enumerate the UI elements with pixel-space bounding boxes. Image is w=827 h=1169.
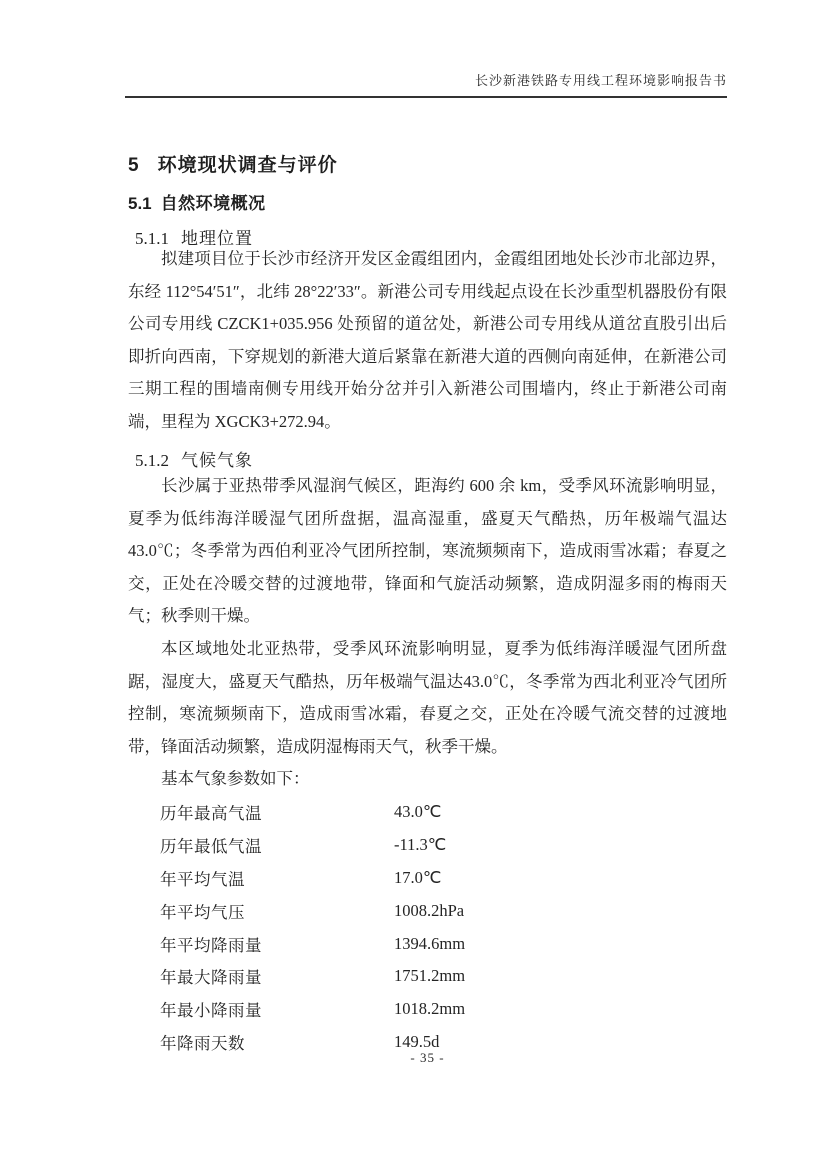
param-label: 年最大降雨量 (160, 968, 262, 988)
param-row (160, 796, 720, 829)
param-row (160, 960, 720, 993)
param-row (160, 894, 720, 927)
param-value: 1751.2mm (394, 966, 466, 986)
weather-params-list (160, 796, 720, 1058)
paragraph-climate-2: 本区域地处北亚热带，受季风环流影响明显，夏季为低纬海洋暖湿气团所盘踞，湿度大，盛夏天气酷热，历年极端气温达43.0℃，冬季常为西北利亚冷气团所控制，寒流频频南下，造成雨雪冰霜，春夏之交，正处在冷暖气流交替的过渡地带，锋面活动频繁，造成阴湿梅雨天气，秋季干燥。 (128, 639, 727, 756)
param-label: 年平均气温 (160, 869, 245, 889)
subsection-title: 气候气象 (181, 451, 253, 470)
section-heading (128, 189, 266, 214)
param-value: -11.3℃ (394, 835, 447, 855)
param-row (160, 993, 720, 1026)
param-label: 历年最低气温 (160, 837, 262, 857)
section-title: 自然环境概况 (160, 194, 266, 213)
param-row (160, 829, 720, 862)
param-label: 年降雨天数 (160, 1033, 245, 1053)
header-title: 长沙新港铁路专用线工程环境影响报告书 (474, 73, 727, 88)
param-row (160, 862, 720, 895)
page-header (125, 70, 727, 98)
chapter-title: 环境现状调查与评价 (157, 155, 338, 176)
param-value: 17.0℃ (394, 867, 442, 887)
param-label: 年平均降雨量 (160, 935, 262, 955)
param-label: 历年最高气温 (160, 804, 262, 824)
param-label: 年最小降雨量 (160, 1001, 262, 1021)
subsection-number: 5.1.1 (135, 229, 169, 248)
param-value: 1018.2mm (394, 999, 466, 1019)
param-label: 年平均气压 (160, 902, 245, 922)
param-value: 43.0℃ (394, 802, 442, 822)
page-number (128, 1050, 727, 1066)
paragraph-geography: 拟建项目位于长沙市经济开发区金霞组团内，金霞组团地处长沙市北部边界，东经 112°54′51″，北纬 28°22′33″。新港公司专用线起点设在长沙重型机器股份有限公司专用线 CZCK1+035.956 处预留的道岔处，新港公司专用线从道岔直股引出后即折向西南，下穿规划的新港大道后紧靠在新港大道的西侧向南延伸，在新港公司三期工程的围墙南侧专用线开始分岔并引入新港公司围墙内，终止于新港公司南端，里程为 XGCK3+272.94。 (128, 249, 727, 431)
subsection-title: 地理位置 (181, 229, 253, 248)
param-value: 1008.2hPa (394, 900, 465, 920)
subsection-heading-climate (135, 446, 253, 471)
chapter-heading (128, 150, 338, 177)
section-number: 5.1 (128, 194, 152, 213)
param-row (160, 927, 720, 960)
param-value: 1394.6mm (394, 933, 466, 953)
page-number-text: - 35 - (410, 1050, 445, 1065)
subsection-number: 5.1.2 (135, 451, 169, 470)
paragraph-climate-1: 长沙属于亚热带季风湿润气候区，距海约 600 余 km，受季风环流影响明显，夏季为低纬海洋暖湿气团所盘据，温高湿重，盛夏天气酷热，历年极端气温达43.0℃；冬季常为西伯利亚冷气团所控制，寒流频频南下，造成雨雪冰霜；春夏之交，正处在冷暖交替的过渡地带，锋面和气旋活动频繁，造成阴湿多雨的梅雨天气；秋季则干燥。 (128, 476, 727, 625)
chapter-number: 5 (128, 155, 139, 176)
param-value: 149.5d (394, 1031, 440, 1051)
weather-params-intro: 基本气象参数如下： (161, 769, 310, 788)
